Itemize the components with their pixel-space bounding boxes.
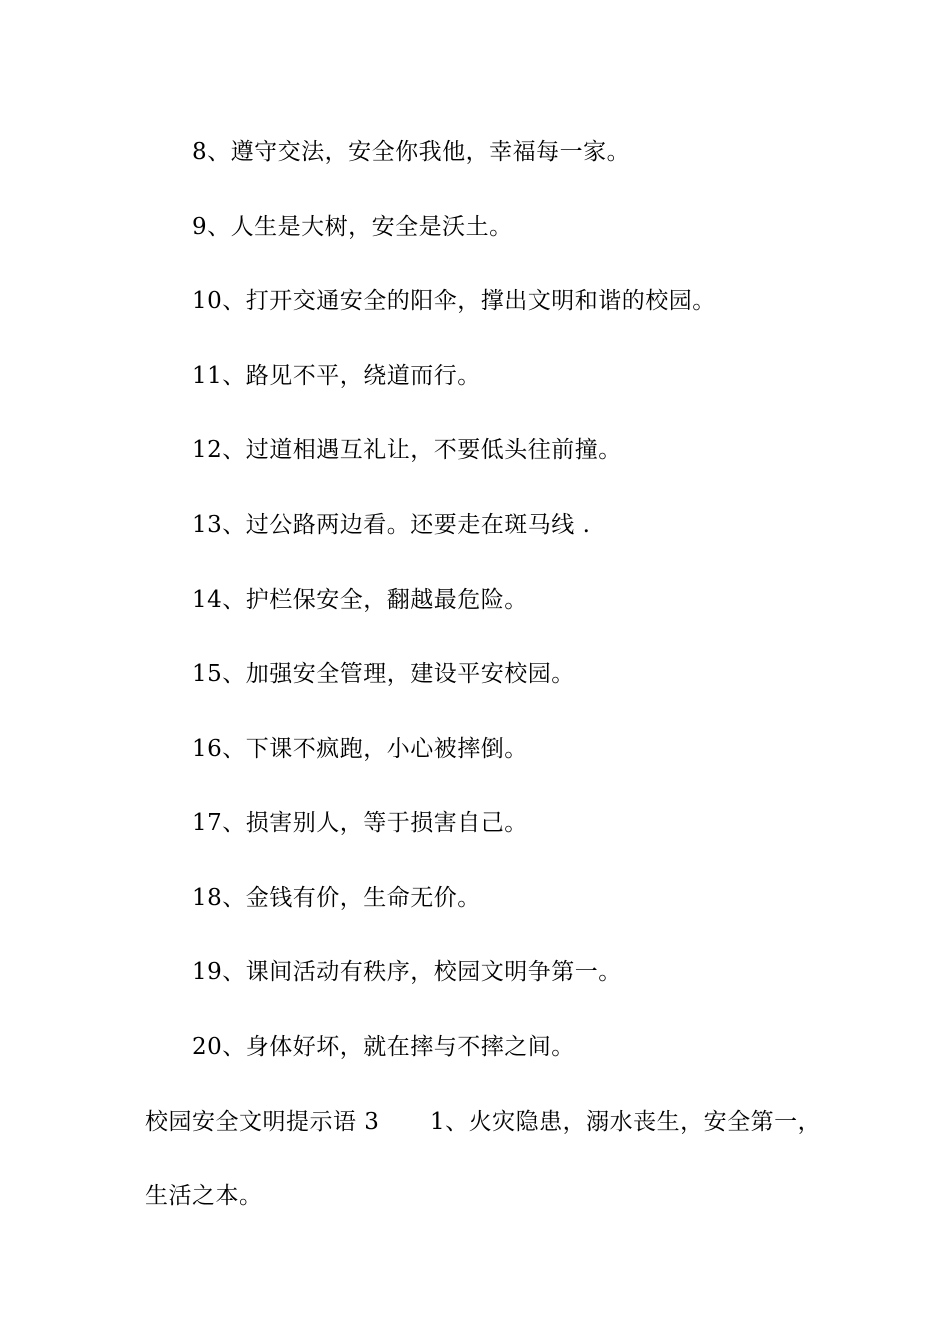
section-heading: 校园安全文明提示语 3 xyxy=(145,1109,380,1135)
list-item: 19、课间活动有秩序，校园文明争第一。 xyxy=(192,959,622,985)
list-item: 14、护栏保安全，翻越最危险。 xyxy=(192,587,528,613)
list-item: 13、过公路两边看。还要走在斑马线 . xyxy=(192,512,591,538)
list-item: 10、打开交通安全的阳伞，撑出文明和谐的校园。 xyxy=(192,288,716,314)
section-first-item-continuation: 生活之本。 xyxy=(145,1183,263,1209)
list-item: 12、过道相遇互礼让，不要低头往前撞。 xyxy=(192,437,622,463)
list-item: 17、损害别人，等于损害自己。 xyxy=(192,810,528,836)
list-item: 15、加强安全管理，建设平安校园。 xyxy=(192,661,575,687)
list-item: 11、路见不平，绕道而行。 xyxy=(192,363,481,389)
list-item: 20、身体好坏，就在摔与不摔之间。 xyxy=(192,1034,575,1060)
list-item: 9、人生是大树，安全是沃土。 xyxy=(192,214,513,240)
list-item: 16、下课不疯跑，小心被摔倒。 xyxy=(192,736,528,762)
list-item: 8、遵守交法，安全你我他，幸福每一家。 xyxy=(192,139,631,165)
list-item: 18、金钱有价，生命无价。 xyxy=(192,885,481,911)
section-first-item: 1、火灾隐患，溺水丧生，安全第一， xyxy=(430,1109,822,1135)
